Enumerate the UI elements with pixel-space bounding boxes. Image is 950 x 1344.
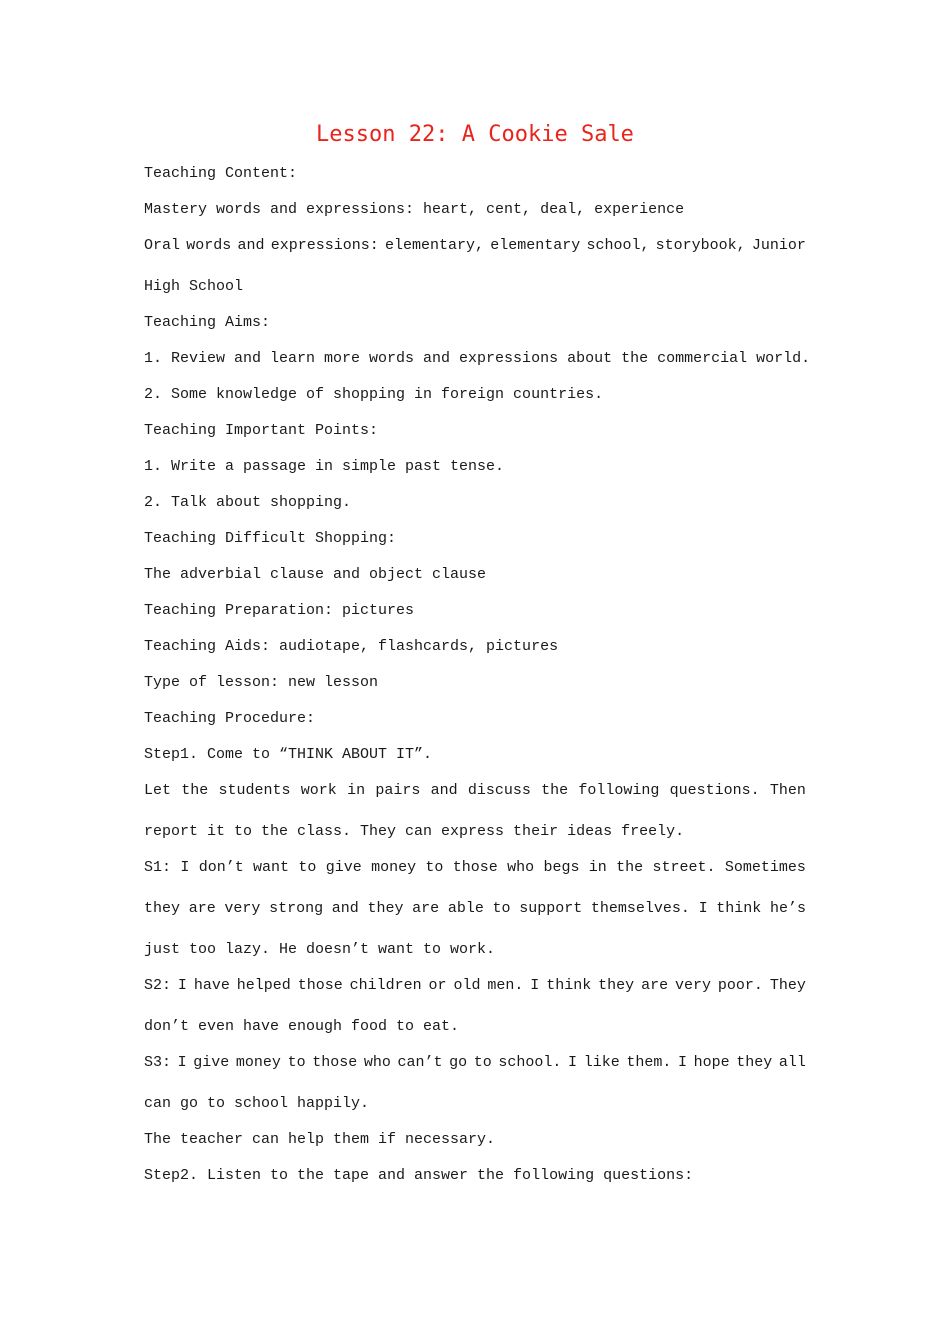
word: Oral (144, 237, 181, 254)
word: are (188, 900, 216, 917)
word: I (530, 977, 540, 994)
word: helped (236, 977, 291, 994)
text-line: Teaching Aims: (144, 314, 271, 331)
word: I (177, 1054, 187, 1071)
text-line: The teacher can help them if necessary. (144, 1131, 496, 1148)
word: discuss (467, 782, 531, 799)
text-line: Teaching Content: (144, 165, 298, 182)
word: Then (769, 782, 806, 799)
word: and (331, 900, 359, 917)
word: to (425, 859, 444, 876)
word: support (519, 900, 583, 917)
word: storybook, (655, 237, 746, 254)
word: school, (586, 237, 650, 254)
word: very (674, 977, 711, 994)
text-line (144, 976, 806, 996)
word: words (186, 237, 232, 254)
word: poor. (717, 977, 763, 994)
word: to (473, 1054, 492, 1071)
word: think (716, 900, 762, 917)
word: to (492, 900, 511, 917)
text-line: don’t even have enough food to eat. (144, 1018, 460, 1035)
word: children (349, 977, 422, 994)
word: in (347, 782, 366, 799)
text-line: Step2. Listen to the tape and answer the following questions: (144, 1167, 694, 1184)
text-line (144, 781, 806, 801)
word: and (237, 237, 265, 254)
text-line (144, 236, 806, 256)
word: Junior (751, 237, 806, 254)
word: following (578, 782, 660, 799)
word: S3: (144, 1054, 172, 1071)
word: I (568, 1054, 578, 1071)
text-line: High School (144, 278, 244, 295)
word: elementary, (384, 237, 484, 254)
word: are (641, 977, 669, 994)
text-line: can go to school happily. (144, 1095, 370, 1112)
word: can’t (397, 1054, 443, 1071)
word: are (412, 900, 440, 917)
word: they (736, 1054, 773, 1071)
word: them. (626, 1054, 672, 1071)
list-item: 1. Write a passage in simple past tense. (144, 458, 505, 475)
word: they (144, 900, 181, 917)
word: themselves. (590, 900, 690, 917)
word: and (430, 782, 458, 799)
text-line (144, 858, 806, 878)
word: questions. (669, 782, 760, 799)
word: to (287, 1054, 306, 1071)
word: I (177, 977, 187, 994)
word: the (541, 782, 569, 799)
text-line: just too lazy. He doesn’t want to work. (144, 941, 496, 958)
word: I (180, 859, 190, 876)
word: street. (652, 859, 716, 876)
lesson-title: Lesson 22: A Cookie Sale (316, 122, 634, 147)
text-line: Teaching Aids: audiotape, flashcards, pictures (144, 638, 559, 655)
word: I (698, 900, 708, 917)
text-line: Teaching Important Points: (144, 422, 379, 439)
list-item: 2. Some knowledge of shopping in foreign countries. (144, 386, 604, 403)
word: S2: (144, 977, 172, 994)
list-item: 2. Talk about shopping. (144, 494, 352, 511)
word: very (224, 900, 261, 917)
word: to (298, 859, 317, 876)
text-line: Teaching Preparation: pictures (144, 602, 415, 619)
word: Let (144, 782, 172, 799)
word: who (363, 1054, 391, 1071)
text-line: Type of lesson: new lesson (144, 674, 379, 691)
word: expressions: (270, 237, 379, 254)
word: give (193, 1054, 230, 1071)
word: or (428, 977, 447, 994)
word: old (453, 977, 481, 994)
word: they (598, 977, 635, 994)
word: able (447, 900, 484, 917)
word: give (325, 859, 362, 876)
word: who (507, 859, 535, 876)
word: don’t (198, 859, 244, 876)
word: those (297, 977, 343, 994)
word: all (778, 1054, 806, 1071)
word: Sometimes (724, 859, 806, 876)
word: think (546, 977, 592, 994)
word: men. (487, 977, 524, 994)
text-line: Mastery words and expressions: heart, cent, deal, experience (144, 201, 685, 218)
word: money (371, 859, 417, 876)
word: he’s (769, 900, 806, 917)
word: in (588, 859, 607, 876)
text-line (144, 1053, 806, 1073)
word: the (181, 782, 209, 799)
word: elementary (490, 237, 581, 254)
text-line: Teaching Procedure: (144, 710, 316, 727)
word: go (449, 1054, 468, 1071)
word: have (193, 977, 230, 994)
word: those (312, 1054, 358, 1071)
word: hope (693, 1054, 730, 1071)
word: work (300, 782, 337, 799)
word: students (218, 782, 291, 799)
word: want (253, 859, 290, 876)
word: those (452, 859, 498, 876)
text-line: Step1. Come to “THINK ABOUT IT”. (144, 746, 433, 763)
text-line (144, 899, 806, 919)
word: pairs (375, 782, 421, 799)
word: I (677, 1054, 687, 1071)
text-line: report it to the class. They can express their ideas freely. (144, 823, 685, 840)
list-item: 1. Review and learn more words and expressions about the commercial world. (144, 350, 811, 367)
text-line: Teaching Difficult Shopping: (144, 530, 397, 547)
word: S1: (144, 859, 172, 876)
word: the (616, 859, 644, 876)
word: strong (269, 900, 324, 917)
word: begs (543, 859, 580, 876)
word: like (583, 1054, 620, 1071)
text-line: The adverbial clause and object clause (144, 566, 487, 583)
word: They (769, 977, 806, 994)
word: school. (498, 1054, 562, 1071)
word: money (235, 1054, 281, 1071)
word: they (367, 900, 404, 917)
